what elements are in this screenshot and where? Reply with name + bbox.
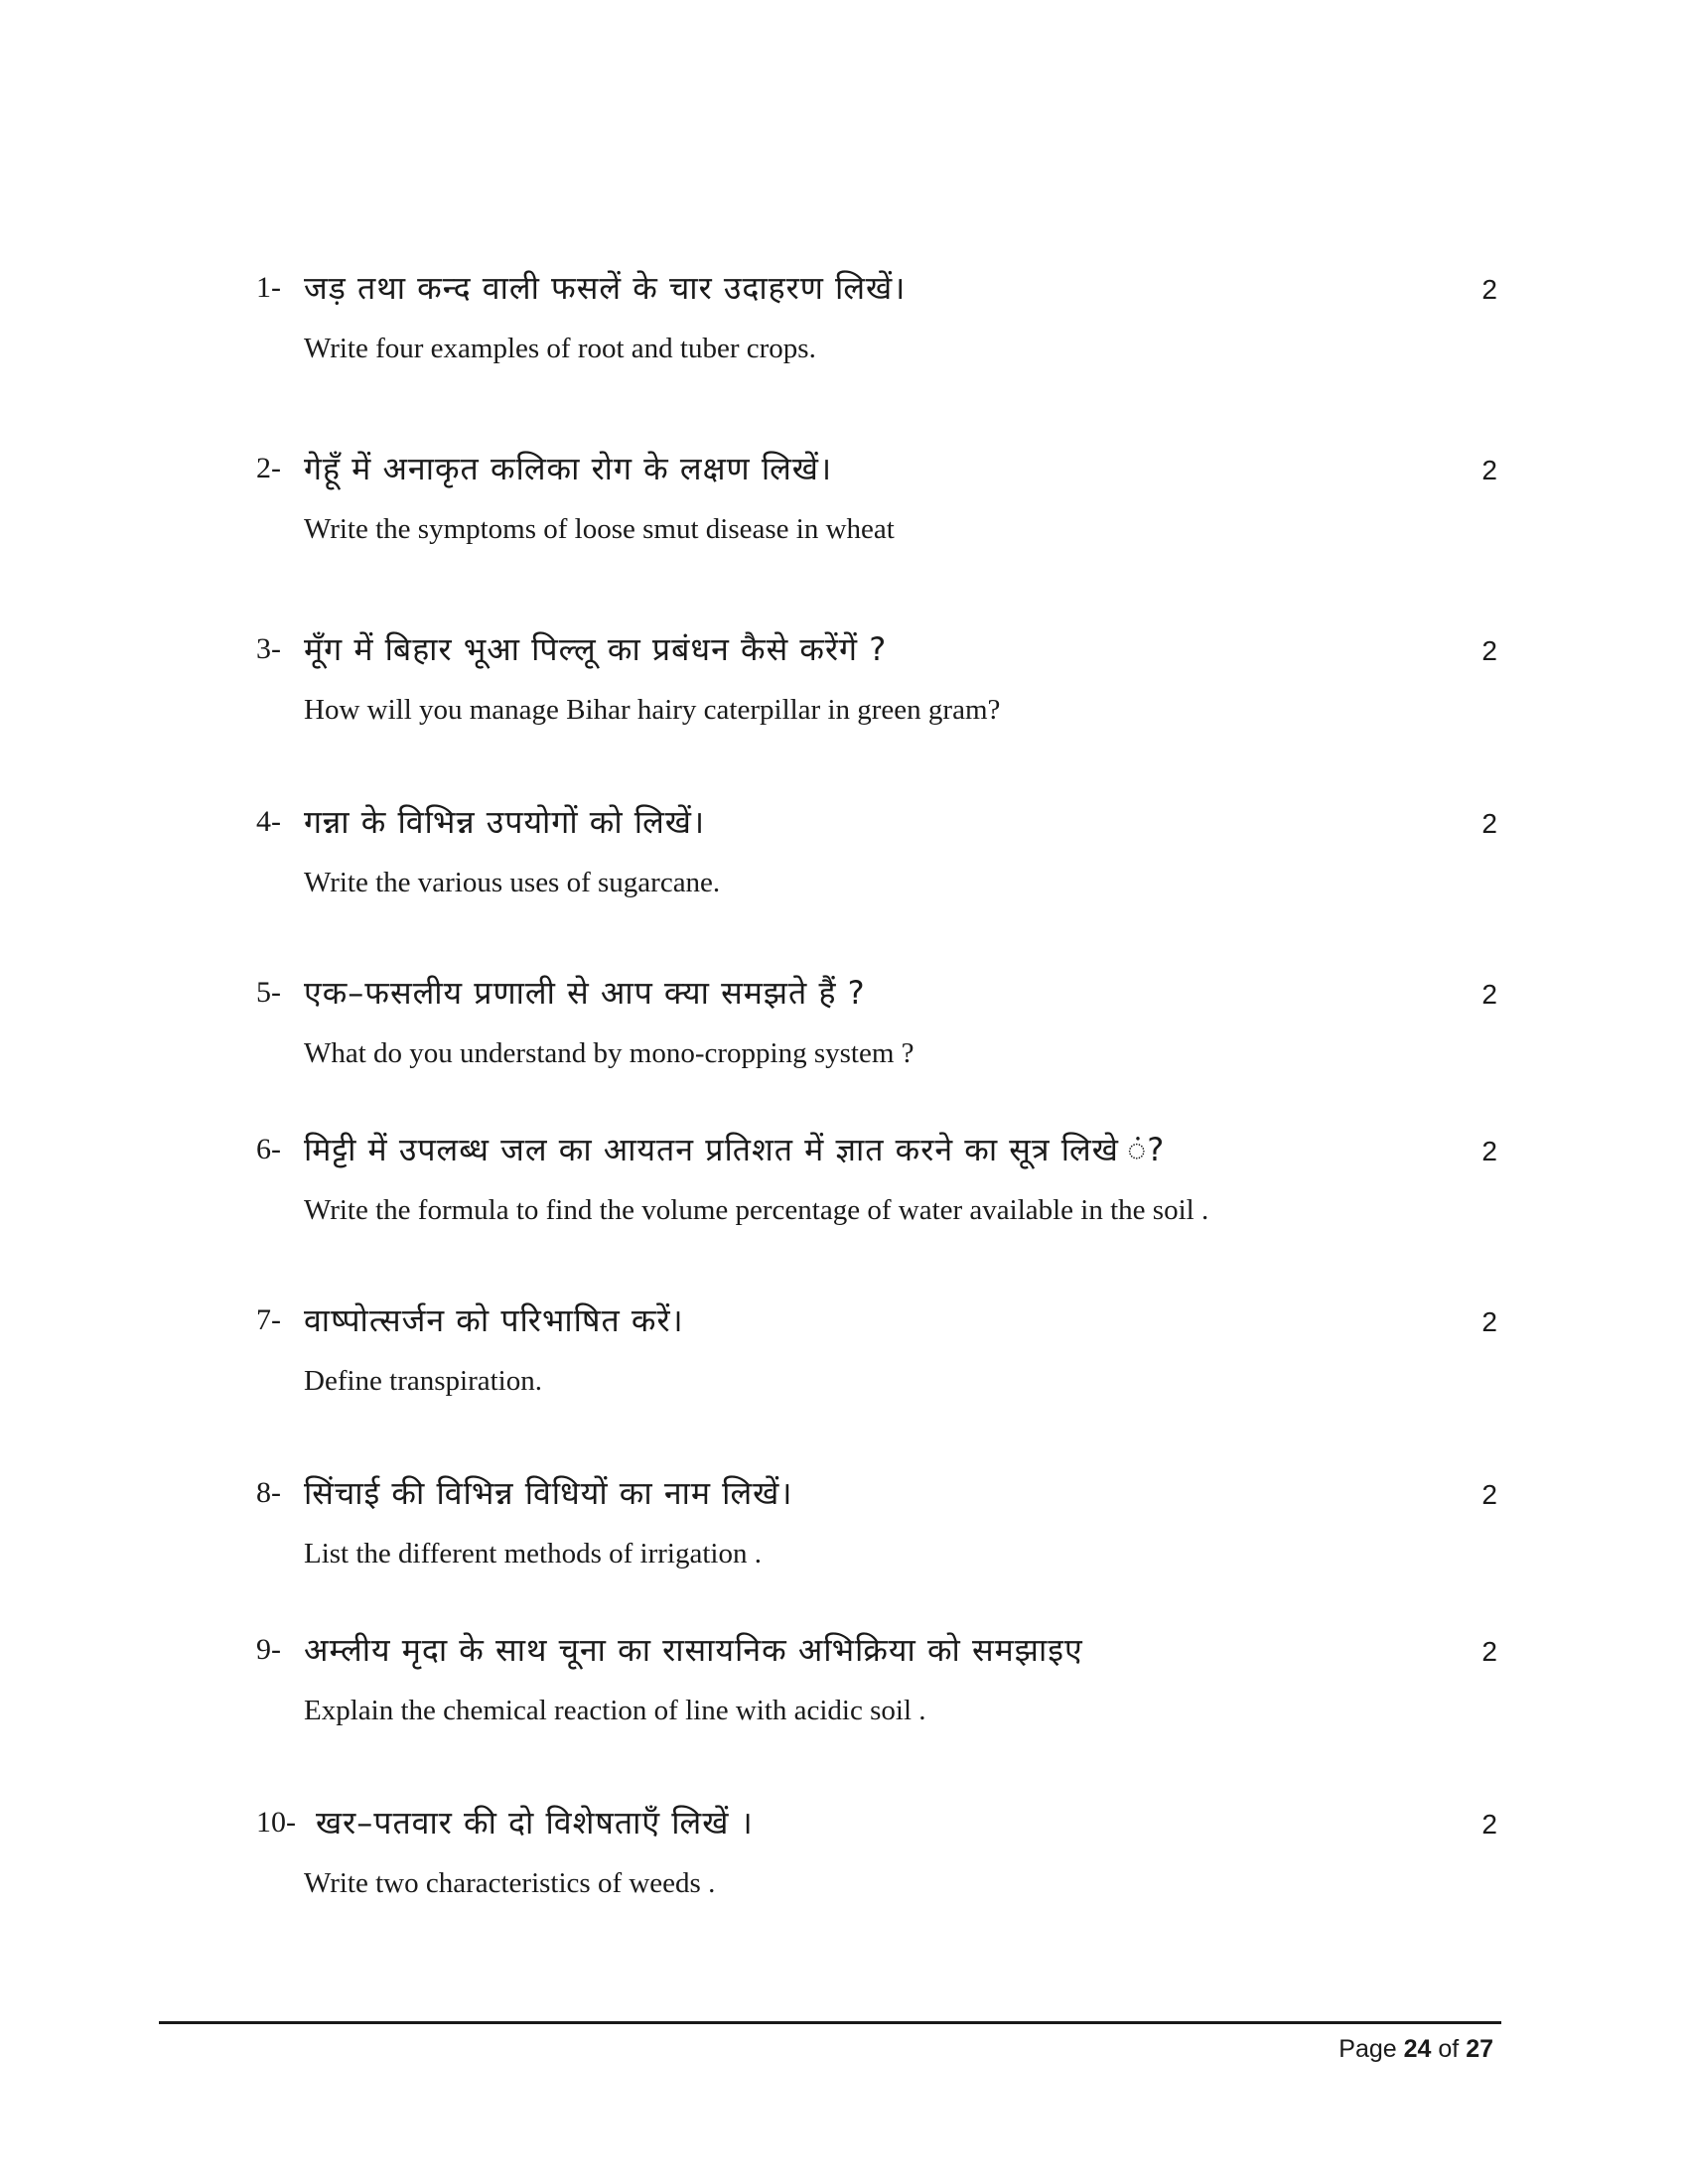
question-marks: 2 [1481,979,1497,1010]
question-text-hindi: मूँग में बिहार भूआ पिल्लू का प्रबंधन कैसे करेंगें ? [304,630,888,668]
question-item [256,629,1497,749]
question-text-english: What do you understand by mono-cropping system ? [304,1037,914,1069]
question-item [256,449,1497,568]
question-marks: 2 [1481,1136,1497,1166]
question-item [256,973,1497,1092]
question-number: 9- [256,1633,281,1666]
question-text-english: Write four examples of root and tuber crops. [304,333,816,364]
total-page-count: 27 [1466,2035,1493,2063]
question-text-english: Define transpiration. [304,1365,542,1397]
page-label: Page [1338,2035,1397,2063]
question-item [256,802,1497,921]
question-text-hindi: खर–पतवार की दो विशेषताएँ लिखें । [316,1804,754,1842]
question-marks: 2 [1481,1809,1497,1840]
question-item [256,1300,1497,1420]
question-text-english: Write the formula to find the volume percentage of water available in the soil . [304,1194,1209,1226]
question-item [256,1130,1497,1249]
question-number: 1- [256,271,281,304]
question-text-english: How will you manage Bihar hairy caterpillar in green gram? [304,694,1001,726]
question-marks: 2 [1481,1306,1497,1337]
footer-divider [159,2021,1501,2024]
question-number: 6- [256,1133,281,1165]
question-text-hindi: सिंचाई की विभिन्न विधियों का नाम लिखें। [304,1474,793,1512]
question-item [256,1803,1497,1922]
question-text-english: Write the symptoms of loose smut disease in wheat [304,513,895,545]
question-marks: 2 [1481,455,1497,485]
question-item [256,1473,1497,1592]
question-text-english: List the different methods of irrigation . [304,1538,762,1570]
question-number: 3- [256,632,281,665]
page-number-footer [1338,2033,1493,2065]
question-number: 8- [256,1476,281,1509]
of-label: of [1438,2035,1460,2063]
question-item [256,268,1497,387]
question-text-hindi: वाष्पोत्सर्जन को परिभाषित करें। [304,1301,684,1339]
question-number: 10- [256,1806,296,1839]
question-marks: 2 [1481,1479,1497,1510]
question-item [256,1630,1497,1749]
question-text-hindi: एक–फसलीय प्रणाली से आप क्या समझते हैं ? [304,974,866,1012]
question-marks: 2 [1481,1636,1497,1667]
current-page-number: 24 [1403,2035,1432,2063]
question-text-hindi: अम्लीय मृदा के साथ चूना का रासायनिक अभिक्रिया को समझाइए [304,1631,1083,1669]
question-text-english: Explain the chemical reaction of line with acidic soil . [304,1695,926,1726]
question-text-hindi: मिट्टी में उपलब्ध जल का आयतन प्रतिशत में ज्ञात करने का सूत्र लिखे ं? [304,1131,1166,1168]
question-text-hindi: जड़ तथा कन्द वाली फसलें के चार उदाहरण लिखें। [304,269,907,307]
question-number: 4- [256,805,281,838]
question-text-english: Write two characteristics of weeds . [304,1867,716,1899]
question-marks: 2 [1481,274,1497,305]
question-text-hindi: गेहूँ में अनाकृत कलिका रोग के लक्षण लिखें। [304,450,833,487]
question-text-english: Write the various uses of sugarcane. [304,867,721,898]
question-number: 5- [256,976,281,1009]
question-marks: 2 [1481,808,1497,839]
question-text-hindi: गन्ना के विभिन्न उपयोगों को लिखें। [304,803,706,841]
question-marks: 2 [1481,635,1497,666]
question-number: 2- [256,452,281,484]
question-number: 7- [256,1303,281,1336]
